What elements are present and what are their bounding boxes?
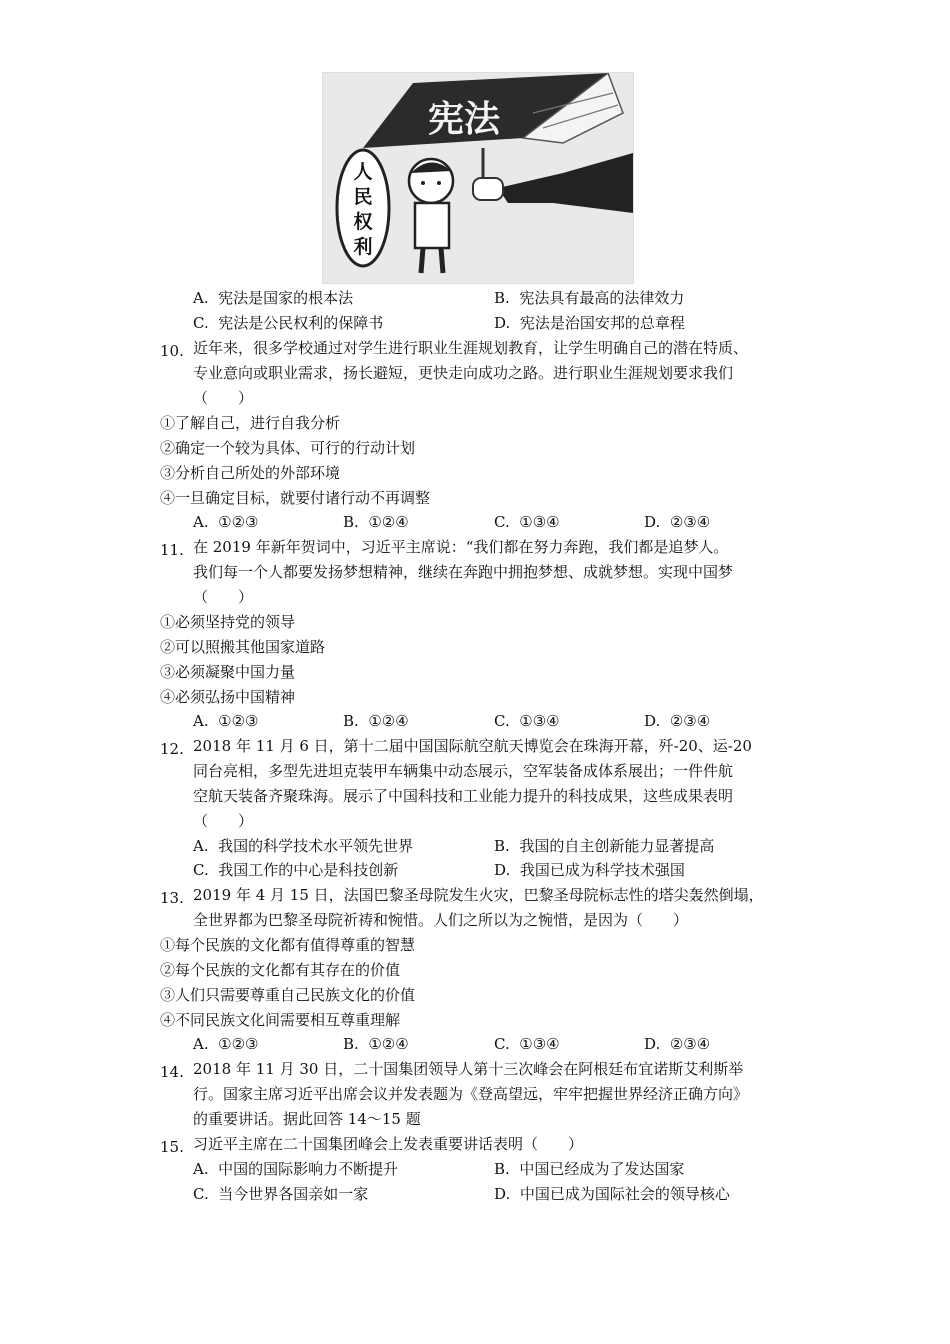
q10-option-b[interactable]: B. ①②④ [343,513,409,531]
q10-stem-line: 专业意向或职业需求，扬长避短，更快走向成功之路。进行职业生涯规划要求我们 [193,364,734,382]
q10-item: ①了解自己，进行自我分析 [160,414,341,432]
q10-option-d[interactable]: D. ②③④ [644,513,711,531]
q11-answer-blank: （ ） [193,588,254,606]
q9-option-b[interactable]: B. 宪法具有最高的法律效力 [494,289,685,307]
q12-number: 12. [160,740,184,758]
q12-answer-blank: （ ） [193,812,254,830]
q10-option-a[interactable]: A. ①②③ [193,513,259,531]
q12-stem-line: 空航天装备齐聚珠海。展示了中国科技和工业能力提升的科技成果，这些成果表明 [193,787,734,805]
q10-item: ③分析自己所处的外部环境 [160,464,341,482]
q10-option-c[interactable]: C. ①③④ [494,513,560,531]
q13-option-a[interactable]: A. ①②③ [193,1035,259,1053]
q13-item: ②每个民族的文化都有其存在的价值 [160,961,401,979]
q12-stem-line: 2018 年 11 月 6 日，第十二届中国国际航空航天博览会在珠海开幕，歼-20、运-20 [193,737,752,755]
q11-item: ①必须坚持党的领导 [160,613,296,631]
q14-stem-line: 的重要讲话。据此回答 14～15 题 [193,1110,421,1128]
q15-option-a[interactable]: A. 中国的国际影响力不断提升 [193,1160,399,1178]
q10-number: 10. [160,342,184,360]
bubble-char-3: 权 [353,211,373,233]
q11-option-c[interactable]: C. ①③④ [494,712,560,730]
q13-option-b[interactable]: B. ①②④ [343,1035,409,1053]
q10-stem-line: 近年来，很多学校通过对学生进行职业生涯规划教育，让学生明确自己的潜在特质、 [193,339,749,357]
q15-option-d[interactable]: D. 中国已成为国际社会的领导核心 [494,1185,730,1203]
q13-item: ①每个民族的文化都有值得尊重的智慧 [160,936,416,954]
q10-item: ④一旦确定目标，就要付诸行动不再调整 [160,489,431,507]
constitution-umbrella-illustration [322,72,634,284]
q12-option-d[interactable]: D. 我国已成为科学技术强国 [494,861,685,879]
q13-stem-line: 全世界都为巴黎圣母院祈祷和惋惜。人们之所以为之惋惜，是因为（ ） [193,911,689,929]
q11-item: ④必须弘扬中国精神 [160,688,296,706]
bubble-char-2: 民 [353,186,373,208]
q13-stem-line: 2019 年 4 月 15 日，法国巴黎圣母院发生火灾，巴黎圣母院标志性的塔尖轰然倒塌， [193,886,764,904]
q11-number: 11. [160,541,184,559]
q12-option-a[interactable]: A. 我国的科学技术水平领先世界 [193,837,414,855]
q13-option-c[interactable]: C. ①③④ [494,1035,560,1053]
q11-item: ②可以照搬其他国家道路 [160,638,326,656]
q12-option-b[interactable]: B. 我国的自主创新能力显著提高 [494,837,715,855]
q13-option-d[interactable]: D. ②③④ [644,1035,711,1053]
q15-option-b[interactable]: B. 中国已经成为了发达国家 [494,1160,685,1178]
q13-item: ③人们只需要尊重自己民族文化的价值 [160,986,416,1004]
q10-answer-blank: （ ） [193,389,254,407]
q11-item: ③必须凝聚中国力量 [160,663,296,681]
q12-stem-line: 同台亮相，多型先进坦克装甲车辆集中动态展示，空军装备成体系展出；一件件航 [193,762,734,780]
q11-option-a[interactable]: A. ①②③ [193,712,259,730]
q15-number: 15. [160,1138,184,1156]
q11-option-b[interactable]: B. ①②④ [343,712,409,730]
q9-option-d[interactable]: D. 宪法是治国安邦的总章程 [494,314,685,332]
umbrella-text: 宪法 [428,99,501,140]
q15-option-c[interactable]: C. 当今世界各国亲如一家 [193,1185,369,1203]
q13-item: ④不同民族文化间需要相互尊重理解 [160,1011,401,1029]
q14-stem-line: 行。国家主席习近平出席会议并发表题为《登高望远，牢牢把握世界经济正确方向》 [193,1085,749,1103]
bubble-char-4: 利 [353,236,373,258]
q11-option-d[interactable]: D. ②③④ [644,712,711,730]
q14-number: 14. [160,1063,184,1081]
q14-stem-line: 2018 年 11 月 30 日，二十国集团领导人第十三次峰会在阿根廷布宜诺斯艾利斯举 [193,1060,744,1078]
q15-stem-line: 习近平主席在二十国集团峰会上发表重要讲话表明（ ） [193,1135,584,1153]
q11-stem-line: 我们每一个人都要发扬梦想精神，继续在奔跑中拥抱梦想、成就梦想。实现中国梦 [193,563,734,581]
bubble-char-1: 人 [353,161,373,183]
q13-number: 13. [160,889,184,907]
q11-stem-line: 在 2019 年新年贺词中，习近平主席说：“我们都在努力奔跑，我们都是追梦人。 [193,538,729,556]
q10-item: ②确定一个较为具体、可行的行动计划 [160,439,416,457]
q12-option-c[interactable]: C. 我国工作的中心是科技创新 [193,861,399,879]
q9-option-a[interactable]: A. 宪法是国家的根本法 [193,289,354,307]
q9-option-c[interactable]: C. 宪法是公民权利的保障书 [193,314,384,332]
